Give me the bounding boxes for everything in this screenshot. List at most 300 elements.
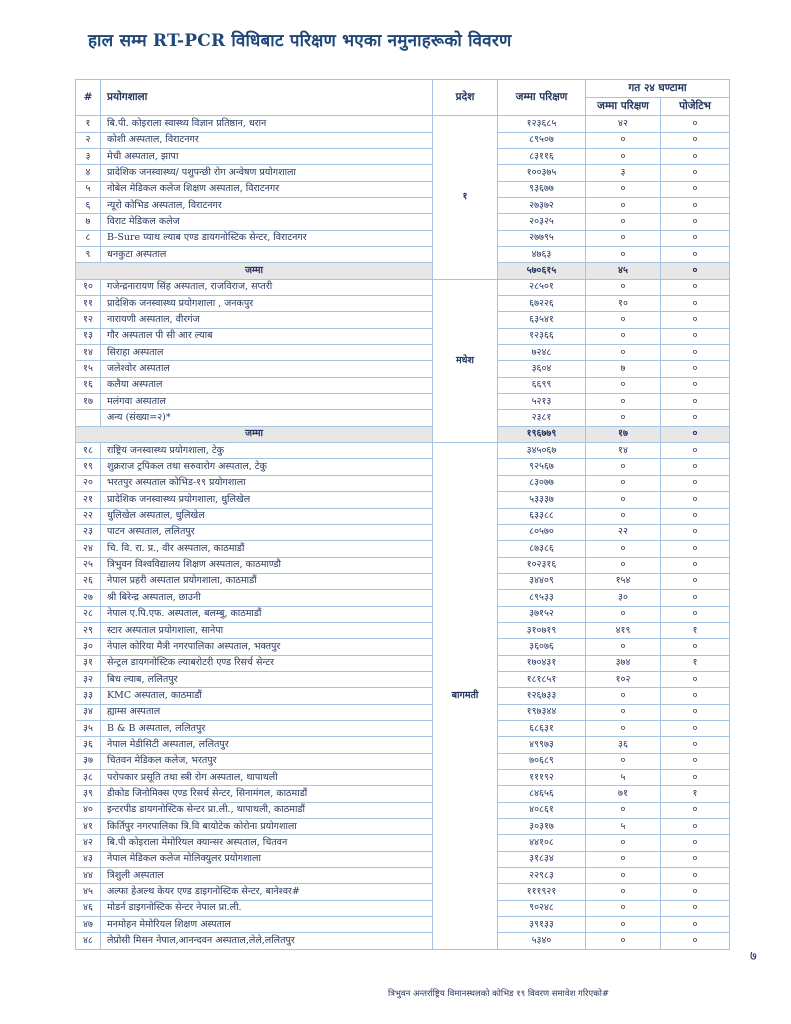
- row-number: ४१: [76, 819, 101, 835]
- positive-value: १: [661, 786, 730, 802]
- row-number: ५: [76, 181, 101, 197]
- row-number: ३०: [76, 639, 101, 655]
- row-number: ३१: [76, 655, 101, 671]
- lab-name: राष्ट्रिय जनस्वास्थ्य प्रयोगशाला, टेकु: [101, 443, 433, 459]
- table-header-row-1: [76, 80, 730, 98]
- total-tests-value: ३९१३३: [498, 917, 586, 933]
- positive-value: ०: [661, 802, 730, 818]
- lab-name: चि. वि. रा. प्र., वीर अस्पताल, काठमाडौं: [101, 541, 433, 557]
- total-tests-value: ३४४०९: [498, 573, 586, 589]
- total-tests-value: ३६०४: [498, 361, 586, 377]
- table-row: [76, 900, 730, 916]
- table-row: [76, 181, 730, 197]
- lab-name: विराट मेडिकल कलेज: [101, 214, 433, 230]
- last24-tests-value: ०: [586, 459, 661, 475]
- row-number: ८: [76, 230, 101, 246]
- total-tests-value: २०३२५: [498, 214, 586, 230]
- last24-tests-value: ०: [586, 508, 661, 524]
- positive-value: ०: [661, 132, 730, 148]
- row-number: २: [76, 132, 101, 148]
- positive-value: ०: [661, 148, 730, 164]
- lab-name: प्रादेशिक जनस्वास्थ्य/ पशुपन्छी रोग अन्वेषण प्रयोगशाला: [101, 165, 433, 181]
- last24-tests-value: ०: [586, 802, 661, 818]
- last24-tests-value: ०: [586, 345, 661, 361]
- lab-name: सिराहा अस्पताल: [101, 345, 433, 361]
- header-num: #: [76, 80, 101, 116]
- positive-value: ०: [661, 868, 730, 884]
- row-number: २७: [76, 590, 101, 606]
- group-total-label: जम्मा: [76, 263, 433, 279]
- positive-value: ०: [661, 230, 730, 246]
- last24-tests-value: ३७४: [586, 655, 661, 671]
- total-tests-value: १००३७५: [498, 165, 586, 181]
- last24-tests-value: ०: [586, 753, 661, 769]
- positive-value: १: [661, 622, 730, 638]
- lab-name: प्रादेशिक जनस्वास्थ्य प्रयोगशाला, धुलिखेल: [101, 492, 433, 508]
- table-row: [76, 606, 730, 622]
- row-number: ११: [76, 296, 101, 312]
- total-tests-value: १२६७३३: [498, 688, 586, 704]
- positive-value: ०: [661, 279, 730, 295]
- positive-value: ०: [661, 345, 730, 361]
- last24-tests-value: ०: [586, 148, 661, 164]
- row-number: १२: [76, 312, 101, 328]
- positive-value: ०: [661, 443, 730, 459]
- lab-name: नेपाल प्रहरी अस्पताल प्रयोगशाला, काठमाडौं: [101, 573, 433, 589]
- row-number: ४: [76, 165, 101, 181]
- lab-name: मोडर्न डाइगनोस्टिक सेन्टर नेपाल प्रा.ली.: [101, 900, 433, 916]
- table-row: [76, 802, 730, 818]
- total-tests-value: २७७९५: [498, 230, 586, 246]
- total-tests-value: ३६०७६: [498, 639, 586, 655]
- row-number: ३९: [76, 786, 101, 802]
- table-row: [76, 279, 730, 295]
- table-row: [76, 851, 730, 867]
- positive-value: ०: [661, 737, 730, 753]
- table-row: [76, 933, 730, 949]
- lab-name: अल्फा हेअल्थ केयर एण्ड डाइगनोस्टिक सेन्टर, बानेश्वर#: [101, 884, 433, 900]
- footnote: त्रिभुवन अन्तर्राष्ट्रिय विमानस्थलको कोभिड १९ विवरण समावेश गरिएको#: [388, 989, 610, 999]
- total-tests-value: ३४५०६७: [498, 443, 586, 459]
- lab-name: मलंगवा अस्पताल: [101, 394, 433, 410]
- row-number: १०: [76, 279, 101, 295]
- positive-value: ०: [661, 459, 730, 475]
- row-number: २४: [76, 541, 101, 557]
- total-tests-value: २७३७२: [498, 197, 586, 213]
- table-row: [76, 671, 730, 687]
- last24-tests-value: ३: [586, 165, 661, 181]
- lab-name: गजेन्द्रनारायण सिंह अस्पताल, राजविराज, सप्तरी: [101, 279, 433, 295]
- last24-tests-value: ०: [586, 475, 661, 491]
- last24-tests-value: ०: [586, 492, 661, 508]
- table-row: [76, 917, 730, 933]
- table-row: [76, 770, 730, 786]
- row-number: ४६: [76, 900, 101, 916]
- row-number: ३: [76, 148, 101, 164]
- table-row: [76, 492, 730, 508]
- table-row: [76, 541, 730, 557]
- positive-value: ०: [661, 312, 730, 328]
- table-row: [76, 819, 730, 835]
- last24-tests-value: ०: [586, 279, 661, 295]
- table-row: [76, 197, 730, 213]
- lab-name: न्यूरो कोभिड अस्पताल, विराटनगर: [101, 197, 433, 213]
- table-row: [76, 639, 730, 655]
- positive-value: ०: [661, 933, 730, 949]
- group-total-tests-value: ५७०६१५: [498, 263, 586, 279]
- total-tests-value: ८०५७०: [498, 524, 586, 540]
- row-number: १८: [76, 443, 101, 459]
- last24-tests-value: ५: [586, 770, 661, 786]
- province-cell: मधेश: [433, 279, 498, 442]
- row-number: २८: [76, 606, 101, 622]
- table-row: [76, 590, 730, 606]
- positive-value: ०: [661, 492, 730, 508]
- header-last24-group: गत २४ घण्टामा: [586, 80, 730, 98]
- table-row: [76, 622, 730, 638]
- group-total-label: जम्मा: [76, 426, 433, 442]
- lab-name: जलेश्वोर अस्पताल: [101, 361, 433, 377]
- last24-tests-value: ७१: [586, 786, 661, 802]
- row-number: १३: [76, 328, 101, 344]
- total-tests-value: ५३३३७: [498, 492, 586, 508]
- positive-value: ०: [661, 753, 730, 769]
- last24-tests-value: १५४: [586, 573, 661, 589]
- total-tests-value: ४४१०८: [498, 835, 586, 851]
- group-total-last24-value: ४५: [586, 263, 661, 279]
- lab-name: मेची अस्पताल, झापा: [101, 148, 433, 164]
- row-number: ४७: [76, 917, 101, 933]
- positive-value: ०: [661, 851, 730, 867]
- total-tests-value: २३८१: [498, 410, 586, 426]
- last24-tests-value: ०: [586, 377, 661, 393]
- last24-tests-value: ०: [586, 410, 661, 426]
- total-tests-value: १८१८५१: [498, 671, 586, 687]
- last24-tests-value: ७: [586, 361, 661, 377]
- total-tests-value: ६३३८८: [498, 508, 586, 524]
- row-number: २२: [76, 508, 101, 524]
- positive-value: ०: [661, 917, 730, 933]
- last24-tests-value: ०: [586, 230, 661, 246]
- last24-tests-value: ०: [586, 917, 661, 933]
- last24-tests-value: ३६: [586, 737, 661, 753]
- lab-name: त्रिभुवन विश्वविद्यालय शिक्षण अस्पताल, काठमाण्डौ: [101, 557, 433, 573]
- positive-value: ०: [661, 541, 730, 557]
- total-tests-value: ८९५०७: [498, 132, 586, 148]
- table-row: [76, 345, 730, 361]
- lab-name: परोपकार प्रसूति तथा स्त्री रोग अस्पताल, थापाथली: [101, 770, 433, 786]
- row-number: ४८: [76, 933, 101, 949]
- row-number: ३८: [76, 770, 101, 786]
- positive-value: ०: [661, 410, 730, 426]
- last24-tests-value: ०: [586, 132, 661, 148]
- lab-name: डीकोड जिनोमिक्स एण्ड रिसर्च सेन्टर, सिनामंगल, काठमाडौं: [101, 786, 433, 802]
- last24-tests-value: ०: [586, 704, 661, 720]
- table-row: [76, 753, 730, 769]
- positive-value: ०: [661, 819, 730, 835]
- row-number: ४२: [76, 835, 101, 851]
- table-body: [76, 116, 730, 950]
- lab-name: भरतपुर अस्पताल कोभिड-१९ प्रयोगशाला: [101, 475, 433, 491]
- total-tests-value: १७०४३१: [498, 655, 586, 671]
- total-tests-value: २८५०१: [498, 279, 586, 295]
- row-number: २१: [76, 492, 101, 508]
- last24-tests-value: ५: [586, 819, 661, 835]
- header-province: प्रदेश: [433, 80, 498, 116]
- positive-value: ०: [661, 900, 730, 916]
- total-tests-value: ४०८६१: [498, 802, 586, 818]
- last24-tests-value: १४: [586, 443, 661, 459]
- lab-name: चितवन मेडिकल कलेज, भरतपुर: [101, 753, 433, 769]
- lab-name: गौर अस्पताल पी सी आर ल्याब: [101, 328, 433, 344]
- lab-name: नेपाल ए.पि.एफ. अस्पताल, बलम्बु, काठमाडौं: [101, 606, 433, 622]
- total-tests-value: ३१८३४: [498, 851, 586, 867]
- lab-name: लेप्रोसी मिसन नेपाल,आनन्दवन अस्पताल,लेले,ललितपुर: [101, 933, 433, 949]
- row-number: १९: [76, 459, 101, 475]
- total-tests-value: १११९२: [498, 770, 586, 786]
- province-cell: बागमती: [433, 443, 498, 950]
- total-tests-value: ५२१३: [498, 394, 586, 410]
- last24-tests-value: २२: [586, 524, 661, 540]
- lab-name: अन्य (संख्या=२)*: [101, 410, 433, 426]
- last24-tests-value: ०: [586, 606, 661, 622]
- total-tests-value: १०२३१६: [498, 557, 586, 573]
- positive-value: ०: [661, 557, 730, 573]
- header-last24-total: जम्मा परिक्षण: [586, 98, 661, 116]
- total-tests-value: ८३११६: [498, 148, 586, 164]
- header-last24-positive: पोजेटिभ: [661, 98, 730, 116]
- total-tests-value: १२३६६: [498, 328, 586, 344]
- lab-name: इन्टरपीड डायगनोस्टिक सेन्टर प्रा.ली., थापाथली, काठमाडौं: [101, 802, 433, 818]
- positive-value: ०: [661, 671, 730, 687]
- lab-name: KMC अस्पताल, काठमाडौं: [101, 688, 433, 704]
- total-tests-value: ८४६५६: [498, 786, 586, 802]
- group-total-row: [76, 426, 730, 442]
- rtpcr-test-table: [75, 79, 730, 950]
- positive-value: ०: [661, 214, 730, 230]
- row-number: २०: [76, 475, 101, 491]
- total-tests-value: ५३४०: [498, 933, 586, 949]
- positive-value: ०: [661, 770, 730, 786]
- row-number: ४३: [76, 851, 101, 867]
- table-row: [76, 737, 730, 753]
- last24-tests-value: ३०: [586, 590, 661, 606]
- province-cell: १: [433, 116, 498, 279]
- last24-tests-value: ०: [586, 197, 661, 213]
- total-tests-value: ४७६३: [498, 247, 586, 263]
- lab-name: कोशी अस्पताल, विराटनगर: [101, 132, 433, 148]
- row-number: २९: [76, 622, 101, 638]
- table-row: [76, 688, 730, 704]
- total-tests-value: ८३०७७: [498, 475, 586, 491]
- positive-value: ०: [661, 394, 730, 410]
- row-number: ३५: [76, 720, 101, 736]
- row-number: ७: [76, 214, 101, 230]
- row-number: ३६: [76, 737, 101, 753]
- row-number: ४४: [76, 868, 101, 884]
- table-row: [76, 312, 730, 328]
- last24-tests-value: ०: [586, 557, 661, 573]
- lab-name: प्रादेशिक जनस्वास्थ्य प्रयोगशाला , जनकपुर: [101, 296, 433, 312]
- lab-name: स्टार अस्पताल प्रयोगशाला, सानेपा: [101, 622, 433, 638]
- row-number: [76, 410, 101, 426]
- table-row: [76, 557, 730, 573]
- header-laboratory: प्रयोगशाला: [101, 80, 433, 116]
- total-tests-value: ६८६३१: [498, 720, 586, 736]
- positive-value: ०: [661, 524, 730, 540]
- table-row: [76, 132, 730, 148]
- total-tests-value: ८९५३३: [498, 590, 586, 606]
- row-number: ३७: [76, 753, 101, 769]
- last24-tests-value: ०: [586, 835, 661, 851]
- total-tests-value: १९७३४४: [498, 704, 586, 720]
- positive-value: ०: [661, 181, 730, 197]
- positive-value: ०: [661, 688, 730, 704]
- positive-value: ०: [661, 247, 730, 263]
- positive-value: ०: [661, 165, 730, 181]
- lab-name: नेपाल मेडीसिटी अस्पताल, ललितपुर: [101, 737, 433, 753]
- table-row: [76, 573, 730, 589]
- last24-tests-value: ०: [586, 868, 661, 884]
- last24-tests-value: ०: [586, 312, 661, 328]
- last24-tests-value: ०: [586, 214, 661, 230]
- table-row: [76, 328, 730, 344]
- group-total-positive-value: ०: [661, 263, 730, 279]
- lab-name: किर्तिपुर नगरपालिका त्रि.वि बायोटेक कोरोना प्रयोगशाला: [101, 819, 433, 835]
- last24-tests-value: १०२: [586, 671, 661, 687]
- row-number: १: [76, 116, 101, 132]
- total-tests-value: २२९८३: [498, 868, 586, 884]
- last24-tests-value: ०: [586, 639, 661, 655]
- row-number: ३२: [76, 671, 101, 687]
- row-number: १६: [76, 377, 101, 393]
- lab-name: नारायणी अस्पताल, वीरगंज: [101, 312, 433, 328]
- table-row: [76, 410, 730, 426]
- lab-name: धुलिखेल अस्पताल, धुलिखेल: [101, 508, 433, 524]
- row-number: ६: [76, 197, 101, 213]
- table-header: [76, 80, 730, 116]
- total-tests-value: ६३५४१: [498, 312, 586, 328]
- lab-name: श्री बिरेन्द्र अस्पताल, छाउनी: [101, 590, 433, 606]
- positive-value: ०: [661, 296, 730, 312]
- row-number: ३३: [76, 688, 101, 704]
- lab-name: त्रिशुली अस्पताल: [101, 868, 433, 884]
- last24-tests-value: ०: [586, 247, 661, 263]
- table-row: [76, 214, 730, 230]
- row-number: १५: [76, 361, 101, 377]
- table-row: [76, 148, 730, 164]
- lab-name: नेपाल कोरिया मैत्री नगरपालिका अस्पताल, भक्तपुर: [101, 639, 433, 655]
- last24-tests-value: ०: [586, 933, 661, 949]
- lab-name: पाटन अस्पताल, ललितपुर: [101, 524, 433, 540]
- group-total-positive-value: ०: [661, 426, 730, 442]
- row-number: १४: [76, 345, 101, 361]
- positive-value: ०: [661, 639, 730, 655]
- last24-tests-value: ०: [586, 541, 661, 557]
- total-tests-value: ७०६८९: [498, 753, 586, 769]
- row-number: ४०: [76, 802, 101, 818]
- row-number: २५: [76, 557, 101, 573]
- table-row: [76, 443, 730, 459]
- total-tests-value: ६६९९: [498, 377, 586, 393]
- group-total-last24-value: १७: [586, 426, 661, 442]
- last24-tests-value: ४२: [586, 116, 661, 132]
- lab-name: सेन्ट्रल डायगनोस्टिक ल्याबरोटरी एण्ड रिसर्च सेन्टर: [101, 655, 433, 671]
- positive-value: ०: [661, 704, 730, 720]
- positive-value: ०: [661, 377, 730, 393]
- last24-tests-value: १०: [586, 296, 661, 312]
- table-row: [76, 116, 730, 132]
- header-total-tests: जम्मा परिक्षण: [498, 80, 586, 116]
- row-number: २३: [76, 524, 101, 540]
- table-row: [76, 361, 730, 377]
- positive-value: ०: [661, 606, 730, 622]
- page-number: ७: [750, 949, 757, 964]
- table-row: [76, 296, 730, 312]
- lab-name: नेपाल मेडिकल कलेज मोलिक्युलर प्रयोगशाला: [101, 851, 433, 867]
- row-number: २६: [76, 573, 101, 589]
- lab-name: B & B अस्पताल, ललितपुर: [101, 720, 433, 736]
- row-number: १७: [76, 394, 101, 410]
- positive-value: ०: [661, 116, 730, 132]
- last24-tests-value: ०: [586, 900, 661, 916]
- total-tests-value: ६७२२६: [498, 296, 586, 312]
- total-tests-value: ९२५६७: [498, 459, 586, 475]
- last24-tests-value: ०: [586, 884, 661, 900]
- positive-value: १: [661, 655, 730, 671]
- table-row: [76, 884, 730, 900]
- table-row: [76, 524, 730, 540]
- last24-tests-value: ०: [586, 851, 661, 867]
- lab-name: नोबेल मेडिकल कलेज शिक्षण अस्पताल, विराटनगर: [101, 181, 433, 197]
- lab-name: शुक्रराज ट्रपिकल तथा सरुवारोग अस्पताल, टेकु: [101, 459, 433, 475]
- table-row: [76, 165, 730, 181]
- positive-value: ०: [661, 328, 730, 344]
- table-row: [76, 459, 730, 475]
- positive-value: ०: [661, 720, 730, 736]
- total-tests-value: ३७१५२: [498, 606, 586, 622]
- lab-name: ह्याम्स अस्पताल: [101, 704, 433, 720]
- group-total-row: [76, 263, 730, 279]
- table-row: [76, 704, 730, 720]
- page-title: हाल सम्म RT-PCR विधिबाट परिक्षण भएका नमुनाहरूको विवरण: [88, 31, 512, 51]
- table-row: [76, 230, 730, 246]
- table-row: [76, 835, 730, 851]
- last24-tests-value: ०: [586, 181, 661, 197]
- total-tests-value: ४९९७३: [498, 737, 586, 753]
- positive-value: ०: [661, 508, 730, 524]
- positive-value: ०: [661, 361, 730, 377]
- total-tests-value: १११९२१: [498, 884, 586, 900]
- table-row: [76, 508, 730, 524]
- lab-name: बिध ल्याब, ललितपुर: [101, 671, 433, 687]
- table-row: [76, 475, 730, 491]
- total-tests-value: ९०२४८: [498, 900, 586, 916]
- last24-tests-value: ४१९: [586, 622, 661, 638]
- group-total-tests-value: १९६७७९: [498, 426, 586, 442]
- positive-value: ०: [661, 197, 730, 213]
- positive-value: ०: [661, 475, 730, 491]
- row-number: ९: [76, 247, 101, 263]
- total-tests-value: ८७३८६: [498, 541, 586, 557]
- last24-tests-value: ०: [586, 688, 661, 704]
- row-number: ४५: [76, 884, 101, 900]
- positive-value: ०: [661, 573, 730, 589]
- table-row: [76, 786, 730, 802]
- table-row: [76, 394, 730, 410]
- total-tests-value: ३१०७१९: [498, 622, 586, 638]
- lab-name: बि.पी कोइराला मेमोरियल क्यान्सर अस्पताल, चितवन: [101, 835, 433, 851]
